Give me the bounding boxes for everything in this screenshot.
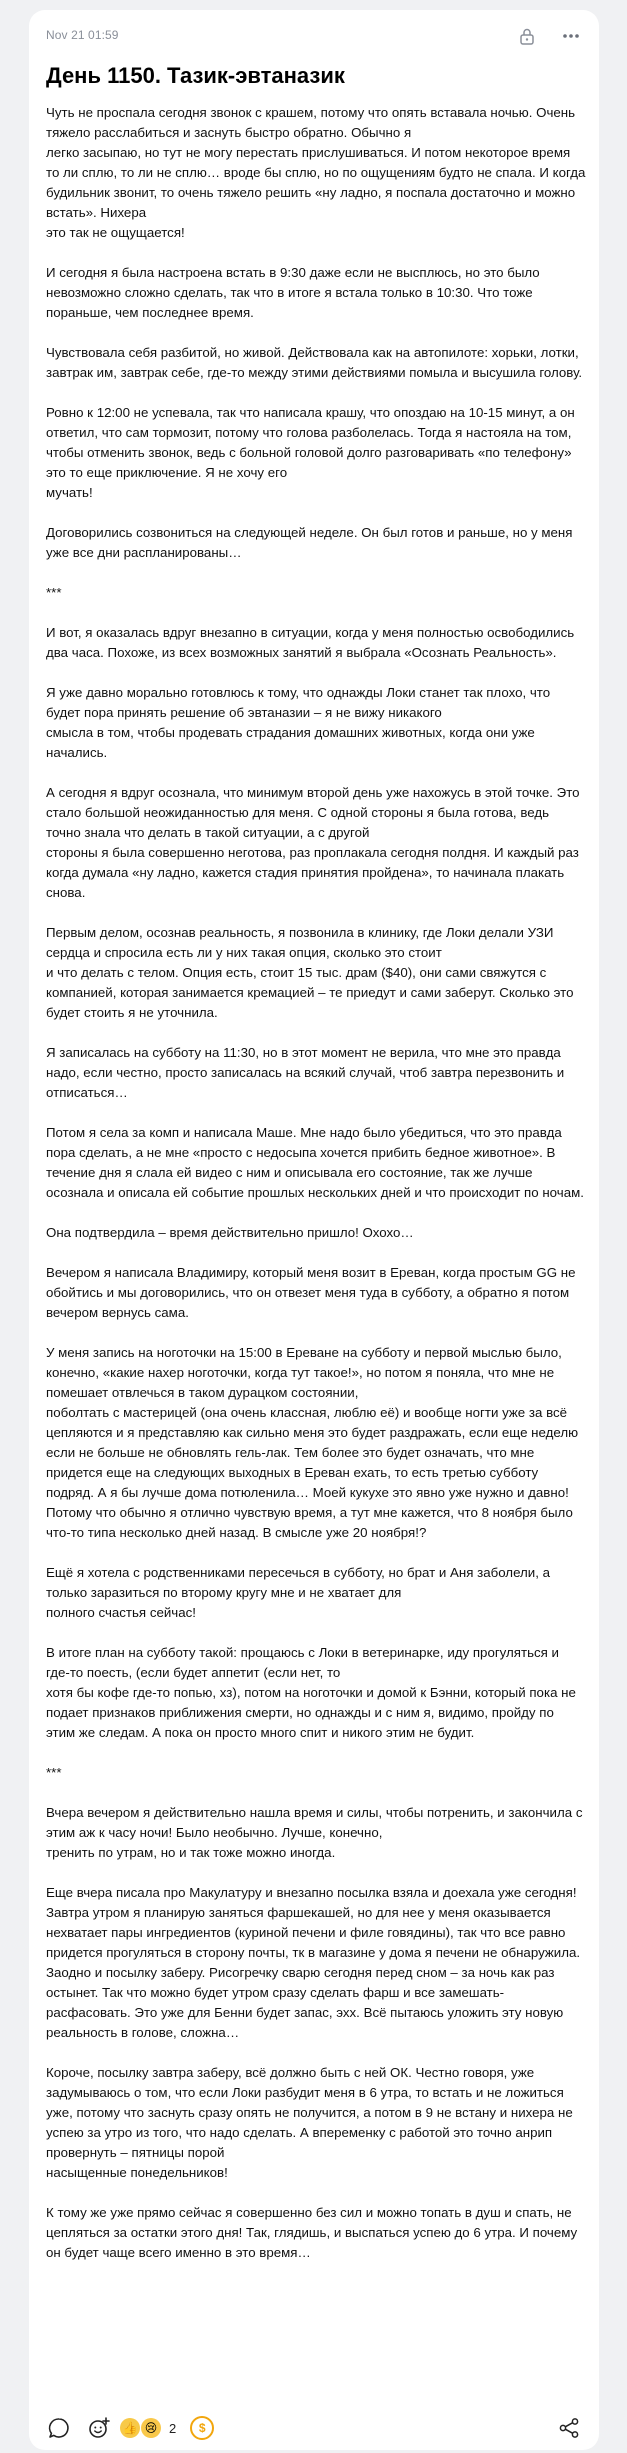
post-paragraph: Вечером я написала Владимиру, который меня возит в Ереван, когда простым GG не обойтись и мы договорились, что он отвезет меня туда в субботу, а обратно я потом вечером вернусь сама. — [46, 1265, 576, 1320]
post-paragraph: У меня запись на ноготочки на 15:00 в Ереване на субботу и первой мыслью было, конечно, «какие нахер ноготочки, когда тут такое!», но потом я поняла, что мне не помешает отвлечься в таком дурацком состоянии, поболтать с мастерицей (она очень классная, люблю её) и вообще ногти уже за всё цепляются и я представляю как сильно меня это будет раздражать, если еще неделю если не больше не обновлять гель-лак. Тем более это будет означать, что мне придется еще на следующих выходных в Ереван ехать, то есть третью субботу подряд. А я бы лучше дома потюленила… Моей кукухе это явно уже нужно и давно! Потому что обычно я отлично чувствую время, а тут мне кажется, что 8 ноября было что-то типа несколько дней назад. В смысле уже 20 ноября!? — [46, 1345, 579, 1540]
footer-actions — [46, 2414, 214, 2442]
post-date: Nov 21 01:59 — [46, 28, 119, 42]
add-reaction-icon[interactable] — [86, 2415, 112, 2441]
post-paragraph: А сегодня я вдруг осознала, что минимум второй день уже нахожусь в этой точке. Это стало большой неожиданностью для меня. С одной стороны я была готова, ведь точно знала что делать в такой ситуации, а с другой стороны я была совершенно неготова, раз проплакала сегодня полдня. И каждый раз когда думала «ну ладно, кажется стадия принятия пройдена», то начинала плакать снова. — [46, 785, 580, 900]
post-paragraph: Я уже давно морально готовлюсь к тому, что однажды Локи станет так плохо, что будет пора принять решение об эвтаназии – я не вижу никакого смысла в том, чтобы продевать страдания домашних животных, когда они уже начались. — [46, 685, 551, 760]
post-paragraph: Еще вчера писала про Макулатуру и внезапно посылка взяла и доехала уже сегодня! Завтра утром я планирую заняться фаршекашей, но для нее у меня оказывается нехватает пары ингредиентов (куриной печени и филе говядины), так что все равно придется прогуляться в сторону почты, тк в магазине у дома я печени не обнаружила. Заодно и посылку заберу. Рисогречку сварю сегодня перед сном – за ночь как раз остынет. Так что можно будет утром сразу сделать фарш и все замешать-расфасовать. Это уже для Бенни будет запас, эхх. Всё пытаюсь уложить эту новую реальность в голове, сложна… — [46, 1885, 581, 2040]
crying-face-icon: 😢 — [141, 2418, 161, 2438]
post-card — [29, 10, 599, 2450]
lock-icon[interactable] — [516, 25, 538, 47]
post-paragraph: Я записалась на субботу на 11:30, но в этот момент не верила, что мне это правда надо, если честно, просто записалась на всякий случай, чтоб завтра перезвонить и отписаться… — [46, 1045, 565, 1100]
post-paragraph: Потом я села за комп и написала Маше. Мне надо было убедиться, что это правда пора сделать, а не мне «просто с недосыпа хочется прибить бедное животное». В течение дня я слала ей видео с ним и описывала его состояние, так же лучше осознала и описала ей событие прошлых нескольких дней и что происходит по ночам. — [46, 1125, 584, 1200]
thumbs-up-icon: 👍 — [120, 2418, 140, 2438]
more-icon[interactable] — [560, 25, 582, 47]
post-header — [46, 26, 582, 46]
section-separator: *** — [46, 1765, 62, 1780]
post-paragraph: Чуть не проспала сегодня звонок с крашем, потому что опять вставала ночью. Очень тяжело расслабиться и заснуть быстро обратно. Обычно я легко засыпаю, но тут не могу перестать прислушиваться. И потом некоторое время то ли сплю, то ли не сплю… вроде бы сплю, но по ощущениям будто не спала. И когда будильник звонит, то очень тяжело решить «ну ладно, я поспала достаточно и можно встать». Нихера это так не ощущается! — [46, 105, 586, 240]
post-title: День 1150. Тазик-эвтаназик — [46, 63, 345, 88]
reaction-count: 2 — [169, 2420, 177, 2436]
post-body — [46, 103, 586, 2283]
post-paragraph: К тому же уже прямо сейчас я совершенно без сил и можно топать в душ и спать, не цепляться за остатки этого дня! Так, глядишь, и выспаться успею до 6 утра. И почему он будет чаще всего именно в это время… — [46, 2205, 578, 2260]
post-paragraph: Договорились созвониться на следующей неделе. Он был готов и раньше, но у меня уже все дни распланированы… — [46, 525, 573, 560]
header-actions — [516, 24, 582, 48]
post-paragraph: Чувствовала себя разбитой, но живой. Действовала как на автопилоте: хорьки, лотки, завтрак им, завтрак себе, где-то между этими действиями помыла и высушила голову. — [46, 345, 583, 380]
comment-icon[interactable] — [46, 2415, 72, 2441]
post-paragraph: Она подтвердила – время действительно пришло! Охохо… — [46, 1225, 414, 1240]
post-paragraph: И сегодня я была настроена встать в 9:30 даже если не высплюсь, но это было невозможно сложно сделать, так что в итоге я встала только в 10:30. Что тоже пораньше, чем последнее время. — [46, 265, 540, 320]
post-paragraph: Ещё я хотела с родственниками пересечься в субботу, но брат и Аня заболели, а только заразиться по второму кругу мне и не хватает для полного счастья сейчас! — [46, 1565, 550, 1620]
post-paragraph: И вот, я оказалась вдруг внезапно в ситуации, когда у меня полностью освободились два часа. Похоже, из всех возможных занятий я выбрала «Осознать Реальность». — [46, 625, 575, 660]
post-paragraph: В итоге план на субботу такой: прощаюсь с Локи в ветеринарке, иду прогуляться и где-то поесть, (если будет аппетит (если нет, то хотя бы кофе где-то попью, хз), потом на ноготочки и домой к Бэнни, который пока не подает признаков приближения смерти, но однажды и с ним я, видимо, пройду по этим же следам. А пока он просто много спит и никого этим не будит. — [46, 1645, 576, 1740]
post-paragraph: Короче, посылку завтра заберу, всё должно быть с ней ОК. Честно говоря, уже задумываюсь о том, что если Локи разбудит меня в 6 утра, то встать и не ложиться уже, потому что заснуть сразу опять не получится, а потом в 9 не встану и нихера не успею за утро из того, что надо сделать. А впеременку с работой это точно анрип провернуть – пятницы порой насыщенные понедельников! — [46, 2065, 573, 2180]
reactions[interactable] — [120, 2418, 176, 2438]
post-paragraph: Вчера вечером я действительно нашла время и силы, чтобы потренить, и закончила с этим аж к часу ночи! Было необычно. Лучше, конечно, тренить по утрам, но и так тоже можно иногда. — [46, 1805, 583, 1860]
post-footer — [46, 2414, 582, 2442]
section-separator: *** — [46, 585, 62, 600]
footer-share — [556, 2414, 582, 2442]
donate-icon[interactable]: $ — [190, 2416, 214, 2440]
post-paragraph: Первым делом, осознав реальность, я позвонила в клинику, где Локи делали УЗИ сердца и спросила есть ли у них такая опция, сколько это стоит и что делать с телом. Опция есть, стоит 15 тыс. драм ($40), они сами свяжутся с компанией, которая занимается кремацией – те приедут и сами заберут. Сколько это будет стоить я не уточнила. — [46, 925, 574, 1020]
share-icon[interactable] — [556, 2415, 582, 2441]
post-paragraph: Ровно к 12:00 не успевала, так что написала крашу, что опоздаю на 10-15 минут, а он ответил, что сам тормозит, потому что голова разболелась. Тогда я настояла на том, чтобы отменить звонок, ведь с больной головой долго разговаривать «по телефону» это то еще приключение. Я не хочу его мучать! — [46, 405, 575, 500]
